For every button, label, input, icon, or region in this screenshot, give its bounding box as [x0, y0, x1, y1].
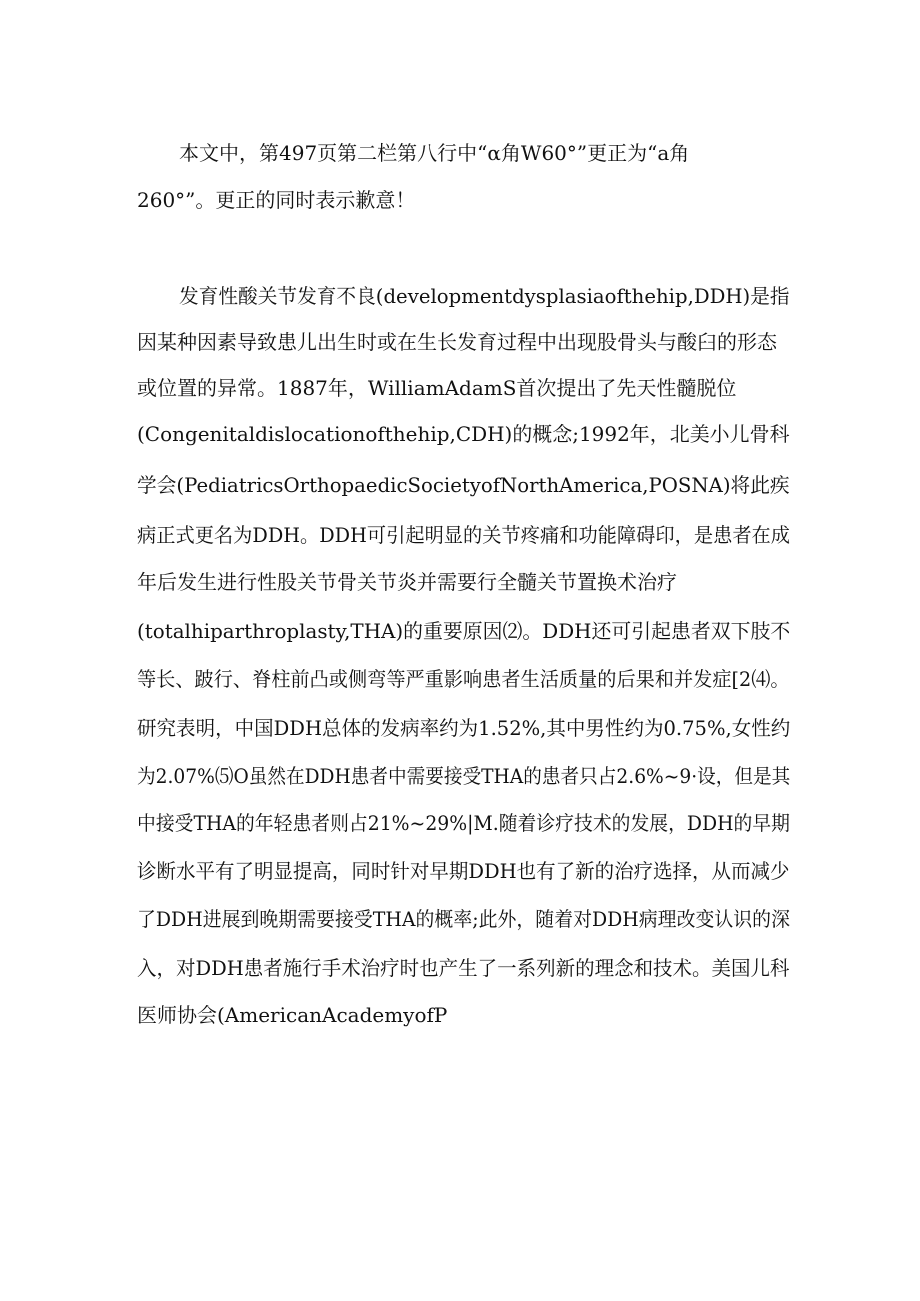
paragraph-line-16: 医师协会(AmericanAcademyofP: [137, 1003, 448, 1027]
paragraph-line-12: 中接受THA的年轻患者则占21%~29%|M.随着诊疗技术的发展，DDH的早期: [137, 811, 790, 835]
correction-line-1: 本文中，第497页第二栏第八行中“α角W60°”更正为“a角: [179, 141, 690, 165]
paragraph-line-6: 病正式更名为DDH。DDH可引起明显的关节疼痛和功能障碍印，是患者在成: [137, 523, 791, 547]
paragraph-line-10: 研究表明，中国DDH总体的发病率约为1.52%,其中男性约为0.75%,女性约: [137, 716, 791, 740]
correction-line-2: 260°”。更正的同时表示歉意！: [137, 188, 416, 212]
paragraph-line-7: 年后发生进行性股关节骨关节炎并需要行全髓关节置换术治疗: [137, 570, 677, 594]
paragraph-line-1: 发育性酸关节发育不良(developmentdysplasiaofthehip,DDH)是指: [179, 284, 790, 308]
paragraph-line-9: 等长、跛行、脊柱前凸或侧弯等严重影响患者生活质量的后果和并发症[2⑷。: [137, 667, 790, 691]
paragraph-line-3: 或位置的异常。1887年，WilliamAdamS首次提出了先天性髓脱位: [137, 376, 737, 400]
paragraph-line-2: 因某种因素导致患儿出生时或在生长发育过程中出现股骨头与酸臼的形态: [137, 330, 777, 354]
paragraph-line-5: 学会(PediatricsOrthopaedicSocietyofNorthAmerica,POSNA)将此疾: [137, 473, 790, 497]
paragraph-line-8: (totalhiparthroplasty,THA)的重要原因⑵。DDH还可引起患者双下肢不: [137, 619, 791, 643]
paragraph-line-14: 了DDH进展到晚期需要接受THA的概率;此外，随着对DDH病理改变认识的深: [137, 907, 790, 931]
paragraph-line-13: 诊断水平有了明显提高，同时针对早期DDH也有了新的治疗选择，从而减少: [137, 859, 790, 883]
paragraph-line-4: (Congenitaldislocationofthehip,CDH)的概念;1992年，北美小儿骨科: [137, 422, 790, 446]
paragraph-line-15: 入，对DDH患者施行手术治疗时也产生了一系列新的理念和技术。美国儿科: [137, 956, 790, 980]
paragraph-line-11: 为2.07%⑸O虽然在DDH患者中需要接受THA的患者只占2.6%~9·设，但是其: [137, 764, 791, 788]
